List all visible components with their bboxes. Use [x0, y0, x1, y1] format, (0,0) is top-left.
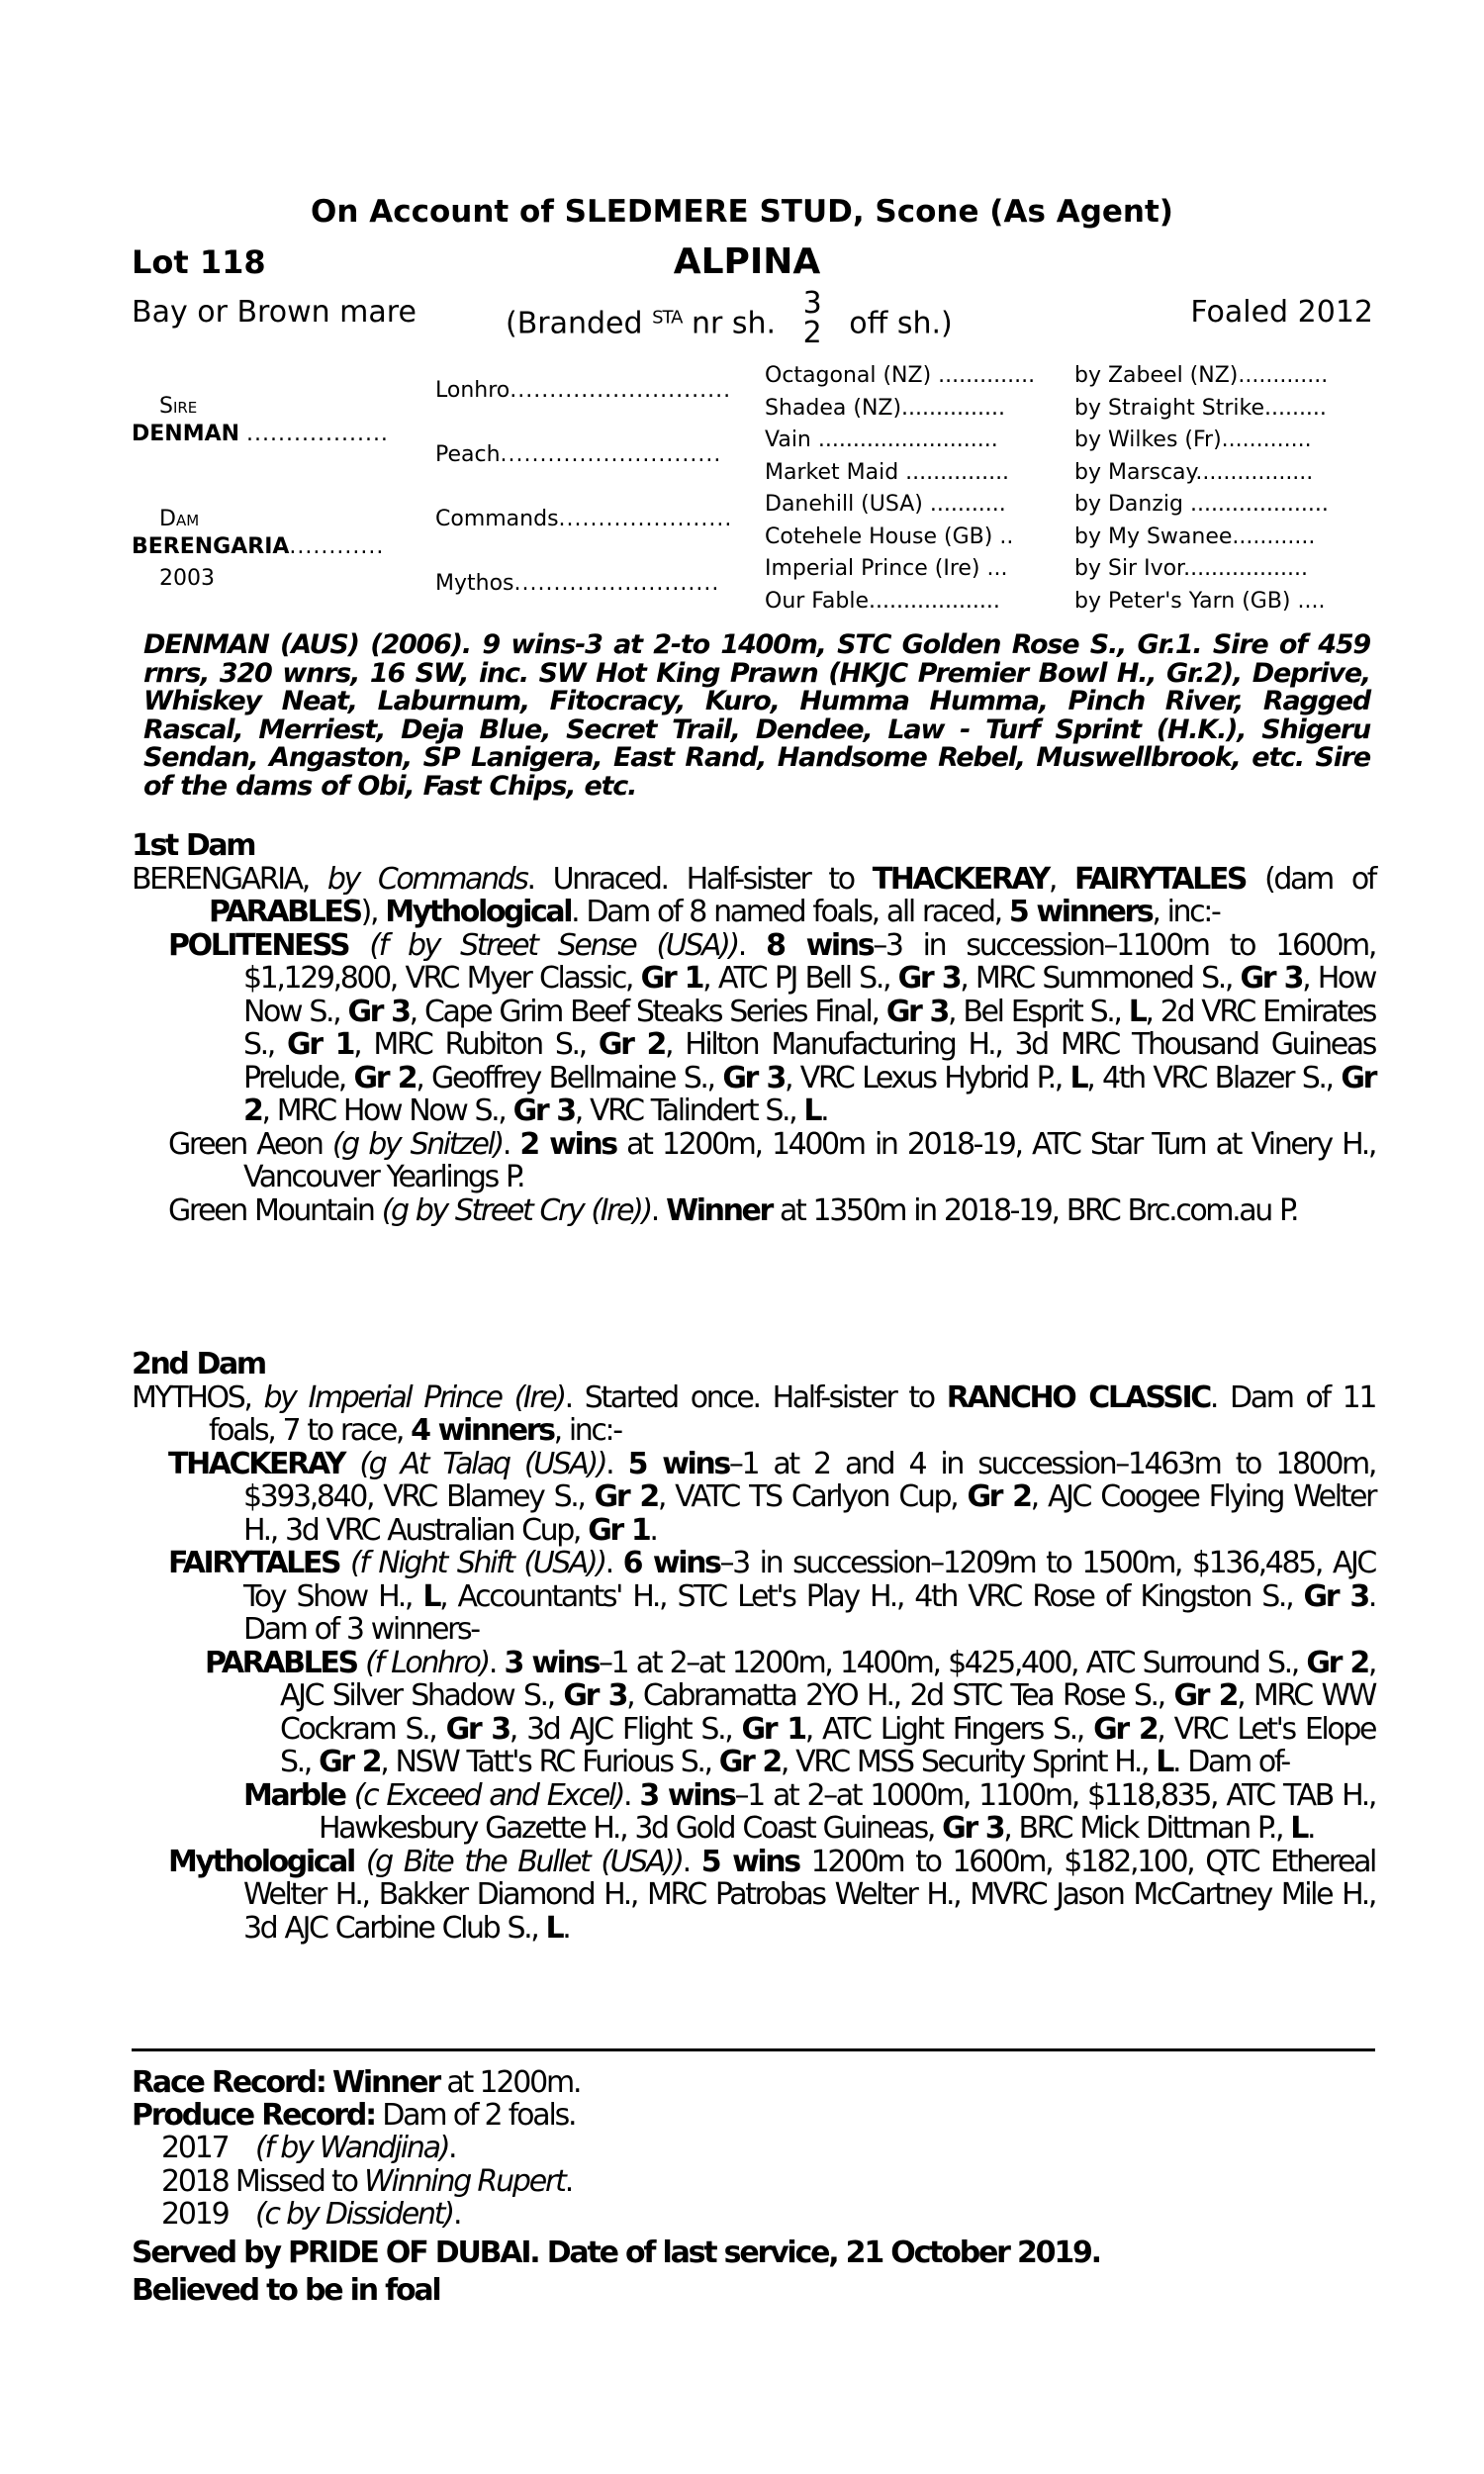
grandparent-dots: ............................ [510, 378, 732, 403]
text: , Cabramatta 2YO H., 2d STC Tea Rose S., [626, 1678, 1174, 1713]
bold-text: 5 wins [627, 1446, 729, 1481]
foal-entry [161, 2132, 572, 2165]
bold-text: Gr 3 [512, 1094, 575, 1128]
race-record-label: Race Record: [132, 2065, 325, 2100]
bold-text: L [545, 1910, 563, 1946]
brand-numbers [802, 286, 822, 350]
text: , ATC PJ Bell S., [702, 961, 898, 996]
text: , 2d VRC Emirates S., [243, 994, 1375, 1062]
race-record [132, 2066, 580, 2100]
foal-detail: (c by Dissident) [255, 2197, 453, 2232]
text: , How Now S., [243, 961, 1376, 1029]
horse-name: ALPINA [673, 241, 821, 282]
text: –3 in succession–1209m to 1500m, $136,485, AJC Toy Show H., [243, 1546, 1375, 1614]
bold-text: 5 wins [700, 1844, 799, 1879]
bold-text: 3 wins [504, 1645, 599, 1680]
grandparent-dots: ...................... [558, 507, 733, 531]
progeny-entry [132, 929, 1375, 1128]
grandparent [435, 442, 721, 467]
brand-near: nr sh. [692, 306, 777, 341]
text: , VRC MSS Security Sprint H., [780, 1745, 1157, 1779]
bold-text: Gr 3 [1240, 961, 1303, 996]
great-grandparent-name: Shadea (NZ)............... [765, 395, 1005, 421]
foal-year: 2019 [161, 2197, 229, 2232]
text: MYTHOS, [132, 1380, 264, 1415]
progeny-entry [132, 1779, 1375, 1846]
text: . Dam of 8 named foals, all raced, [571, 895, 1009, 929]
lot-number: Lot 118 [132, 243, 266, 281]
text: . Dam of 3 winners- [243, 1578, 1375, 1647]
text: Green Mountain [168, 1192, 382, 1228]
grandparent [435, 378, 731, 403]
grandparent [435, 507, 732, 531]
grandparent-name: Lonhro [435, 378, 510, 403]
text: , VRC Let's Elope S., [280, 1711, 1376, 1779]
text: . [605, 1446, 628, 1481]
second-dam-section [132, 1348, 1375, 1945]
brand-num-bottom: 2 [802, 316, 822, 350]
text: . [488, 1645, 505, 1680]
bold-text: L [803, 1094, 821, 1128]
dam-label: Dam [159, 507, 200, 531]
grandparent-name: Mythos [435, 571, 514, 596]
brand-off: off sh.) [849, 306, 953, 341]
great-grandparent-sire: by Marscay................. [1074, 459, 1314, 485]
great-grandparent-name: Our Fable................... [765, 588, 1000, 614]
sire-label: Sire [159, 394, 198, 419]
bold-text: PARABLES [205, 1645, 357, 1680]
brand-num-top: 3 [802, 286, 822, 321]
text: , NSW Tatt's RC Furious S., [380, 1745, 719, 1779]
foal-year: 2018 [161, 2163, 229, 2199]
grandparent [435, 571, 719, 596]
text: . Dam of 11 foals, 7 to race, [209, 1380, 1376, 1448]
foal-end: . [564, 2163, 573, 2199]
foal-detail: (f by Wandjina) [255, 2131, 449, 2165]
bold-text: Gr 3 [445, 1711, 510, 1747]
bold-text: FAIRYTALES [1073, 861, 1247, 897]
bold-text: Gr 3 [347, 994, 410, 1029]
foal-detail: Winning Rupert [364, 2163, 565, 2199]
first-dam-intro [132, 863, 1375, 929]
text: . [562, 1910, 570, 1946]
bold-text: Gr 3 [897, 961, 961, 996]
bold-text: Gr 2 [1306, 1645, 1368, 1680]
great-grandparent-sire: by Zabeel (NZ)............. [1074, 363, 1329, 388]
dam-year: 2003 [159, 566, 215, 591]
second-dam-intro [132, 1381, 1375, 1448]
bold-text: Gr 1 [287, 1027, 354, 1062]
foal-end: . [448, 2131, 456, 2165]
bold-text: L [422, 1578, 440, 1614]
text: , Accountants' H., STC Let's Play H., 4th VRC Rose of Kingston S., [439, 1578, 1304, 1614]
great-grandparent-name: Imperial Prince (Ire) ... [765, 556, 1008, 581]
text: , BRC Mick Dittman P., [1003, 1811, 1291, 1846]
first-dam-section [132, 829, 1375, 1227]
produce-record-label: Produce Record: [132, 2098, 375, 2133]
consignor-heading: On Account of SLEDMERE STUD, Scone (As Agent) [311, 194, 1173, 230]
text: . [649, 1512, 657, 1548]
bold-text: Gr 2 [598, 1027, 665, 1062]
bold-text: 2 wins [519, 1126, 616, 1162]
text: . [604, 1546, 623, 1580]
bold-text: Gr 1 [741, 1711, 805, 1747]
great-grandparent-sire: by My Swanee............ [1074, 523, 1316, 549]
great-grandparent-sire: by Wilkes (Fr)............. [1074, 428, 1312, 452]
text: , [1048, 861, 1074, 897]
dam-name: BERENGARIA [132, 534, 290, 559]
bold-text: POLITENESS [168, 927, 349, 963]
progeny-entry [132, 1547, 1375, 1647]
bold-text: Gr 2 [319, 1745, 381, 1779]
dam [132, 534, 384, 559]
bold-text: Gr 2 [967, 1479, 1031, 1514]
sire-name: DENMAN [132, 422, 240, 446]
second-dam-progeny [132, 1448, 1375, 1946]
text: , inc:- [1152, 895, 1220, 929]
text: –1 at 2–at 1200m, 1400m, $425,400, ATC Surround S., [598, 1645, 1307, 1680]
pedigree-table [132, 356, 1375, 623]
great-grandparent-name: Octagonal (NZ) .............. [765, 363, 1036, 388]
brand-description [506, 286, 953, 354]
foal-entry [161, 2165, 572, 2199]
text: at 1350m in 2018-19, BRC Brc.com.au P. [771, 1192, 1298, 1228]
text: , Hilton Manufacturing H., 3d MRC Thousand Guineas Prelude, [243, 1027, 1375, 1095]
foal-entry [161, 2198, 572, 2232]
text: . [650, 1192, 667, 1228]
text: . [682, 1844, 701, 1879]
bold-text: Gr 3 [722, 1060, 785, 1095]
bold-text: Gr 1 [640, 961, 703, 996]
text: , inc:- [553, 1413, 621, 1448]
progeny-entry [132, 1194, 1375, 1228]
italic-text: (f by Street Sense (USA)) [348, 927, 738, 963]
text: , MRC Rubiton S., [353, 1027, 599, 1062]
grandparent-dots: .......................... [513, 571, 720, 596]
great-grandparent-name: Cotehele House (GB) .. [765, 523, 1014, 549]
text: . Dam of- [1172, 1745, 1289, 1779]
foal-end: . [453, 2197, 461, 2232]
bold-text: Gr 2 [1093, 1711, 1158, 1747]
bold-text: 3 wins [639, 1777, 735, 1813]
text: . [1307, 1811, 1315, 1846]
produce-record-detail: Dam of 2 foals. [382, 2098, 576, 2133]
text: , VRC Talindert S., [574, 1094, 804, 1128]
bold-text: Mythological [168, 1844, 354, 1879]
italic-text: (f Lonhro) [356, 1645, 489, 1680]
text: , AJC Coogee Flying Welter H., 3d VRC Australian Cup, [243, 1479, 1375, 1548]
produce-record [132, 2099, 575, 2133]
section-divider [132, 2048, 1375, 2051]
bold-text: 6 wins [622, 1546, 720, 1580]
foal-year: 2017 [161, 2131, 229, 2165]
italic-text: (g Bite the Bullet (USA)) [353, 1844, 683, 1879]
bold-text: Gr 1 [588, 1512, 650, 1548]
bold-text: L [1069, 1060, 1087, 1095]
foaled-year: Foaled 2012 [1190, 295, 1373, 330]
text: BERENGARIA, [132, 861, 327, 897]
bold-text: THACKERAY [168, 1446, 345, 1481]
bold-text: PARABLES [209, 895, 361, 929]
text: –3 in succession–1100m to 1600m, $1,129,800, VRC Myer Classic, [243, 927, 1375, 996]
text: Green Aeon [168, 1126, 332, 1162]
text: , 4th VRC Blazer S., [1086, 1060, 1342, 1095]
sire-dots: .................. [246, 422, 389, 446]
italic-text: by Commands [326, 861, 527, 897]
race-record-detail: at 1200m. [446, 2065, 581, 2100]
bold-text: 5 winners [1008, 895, 1153, 929]
bold-text: Marble [243, 1777, 345, 1813]
bold-text: Gr 2 [718, 1745, 781, 1779]
progeny-entry [132, 1448, 1375, 1548]
text: , Geoffrey Bellmaine S., [416, 1060, 723, 1095]
progeny-entry [132, 1647, 1375, 1779]
text: , Bel Esprit S., [948, 994, 1129, 1029]
bold-text: Mythological [385, 895, 572, 929]
race-record-result: Winner [331, 2065, 440, 2100]
great-grandparent-sire: by Sir Ivor.................. [1074, 556, 1308, 581]
text: 1200m to 1600m, $182,100, QTC Ethereal Welter H., Bakker Diamond H., MRC Patrobas Welter H., MVRC Jason McCartney Mile H., 3d AJC Carbine Club S., [243, 1844, 1375, 1946]
text: . [502, 1126, 520, 1162]
grandparent-name: Peach [435, 442, 501, 467]
bold-text: Gr 2 [353, 1060, 417, 1095]
text: . [820, 1094, 828, 1128]
foal-note: Missed to [228, 2163, 365, 2199]
bold-text: Gr 2 [1173, 1678, 1238, 1713]
dam-dots: ............ [289, 534, 385, 559]
italic-text: (g by Street Cry (Ire)) [381, 1192, 651, 1228]
italic-text: (g by Snitzel) [331, 1126, 503, 1162]
bold-text: Winner [666, 1192, 772, 1228]
text: –1 at 2 and 4 in succession–1463m to 1800m, $393,840, VRC Blamey S., [243, 1446, 1375, 1514]
text: , AJC Silver Shadow S., [280, 1645, 1375, 1713]
brand-glyph: STA [652, 307, 683, 329]
bold-text: Gr 3 [885, 994, 949, 1029]
text: , MRC Summoned S., [960, 961, 1241, 996]
great-grandparent-name: Vain .......................... [765, 428, 998, 452]
bold-text: FAIRYTALES [168, 1546, 340, 1580]
text: (dam of [1246, 861, 1375, 897]
text: –1 at 2–at 1000m, 1100m, $118,835, ATC TAB H., Hawkesbury Gazette H., 3d Gold Coast Guineas, [319, 1777, 1375, 1846]
italic-text: (c Exceed and Excel) [344, 1777, 624, 1813]
colour-sex: Bay or Brown mare [132, 295, 417, 330]
bold-text: RANCHO CLASSIC [946, 1380, 1210, 1415]
progeny-entry [132, 1128, 1375, 1194]
bold-text: 8 wins [766, 927, 874, 963]
served-by: Served by PRIDE OF DUBAI. Date of last service, 21 October 2019. [132, 2236, 1100, 2270]
bold-text: L [1128, 994, 1146, 1029]
italic-text: (g At Talaq (USA)) [344, 1446, 606, 1481]
text: . Unraced. Half-sister to [526, 861, 873, 897]
first-dam-heading: 1st Dam [132, 828, 255, 863]
italic-text: by Imperial Prince (Ire) [263, 1380, 565, 1415]
text: , ATC Light Fingers S., [804, 1711, 1094, 1747]
sire-summary: DENMAN (AUS) (2006). 9 wins-3 at 2-to 1400m, STC Golden Rose S., Gr.1. Sire of 459 rnrs, 320 wnrs, 16 SW, inc. SW Hot King Prawn (HKJC Premier Bowl H., Gr.2), Deprive, Whiskey Neat, Laburnum, Fitocracy, Kuro, Humma Humma, Pinch River, Ragged Rascal, Merriest, Deja Blue, Secret Trail, Dendee, Law - Turf Sprint (H.K.), Shigeru Sendan, Angaston, SP Lanigera, East Rand, Handsome Rebel, Muswellbrook, etc. Sire of the dams of Obi, Fast Chips, etc. [143, 629, 1370, 802]
grandparent-name: Commands [435, 507, 559, 531]
brand-prefix: (Branded [506, 306, 643, 341]
bold-text: Gr 3 [942, 1811, 1004, 1846]
in-foal-status: Believed to be in foal [132, 2273, 440, 2308]
text: , MRC WW Cockram S., [280, 1678, 1375, 1747]
great-grandparent-name: Danehill (USA) ........... [765, 492, 1006, 517]
italic-text: (f Night Shift (USA)) [339, 1546, 605, 1580]
second-dam-heading: 2nd Dam [132, 1347, 265, 1381]
text: , 3d AJC Flight S., [509, 1711, 742, 1747]
bold-text: THACKERAY [872, 861, 1049, 897]
bold-text: Gr 2 [594, 1479, 658, 1514]
text: , Cape Grim Beef Steaks Series Final, [409, 994, 886, 1029]
text: at 1200m, 1400m in 2018-19, ATC Star Turn at Vinery H., Vancouver Yearlings P. [243, 1126, 1375, 1194]
text: ), [360, 895, 386, 929]
great-grandparent-name: Market Maid ............... [765, 459, 1010, 485]
bold-text: Gr 2 [243, 1060, 1375, 1128]
foal-list [161, 2132, 572, 2232]
text: . [623, 1777, 640, 1813]
text: , MRC How Now S., [261, 1094, 513, 1128]
bold-text: L [1290, 1811, 1308, 1846]
grandparent-dots: ............................ [500, 442, 722, 467]
great-grandparent-sire: by Danzig .................... [1074, 492, 1329, 517]
progeny-entry [132, 1846, 1375, 1946]
bold-text: L [1156, 1745, 1172, 1779]
first-dam-progeny [132, 929, 1375, 1228]
text: . Started once. Half-sister to [564, 1380, 947, 1415]
bold-text: Gr 3 [563, 1678, 627, 1713]
text: , VATC TS Carlyon Cup, [657, 1479, 968, 1514]
great-grandparent-sire: by Straight Strike......... [1074, 395, 1327, 421]
text: , VRC Lexus Hybrid P., [784, 1060, 1070, 1095]
bold-text: Gr 3 [1303, 1578, 1368, 1614]
text: . [737, 927, 767, 963]
great-grandparent-sire: by Peter's Yarn (GB) .... [1074, 588, 1326, 614]
bold-text: 4 winners [411, 1413, 554, 1448]
sire [132, 422, 389, 446]
